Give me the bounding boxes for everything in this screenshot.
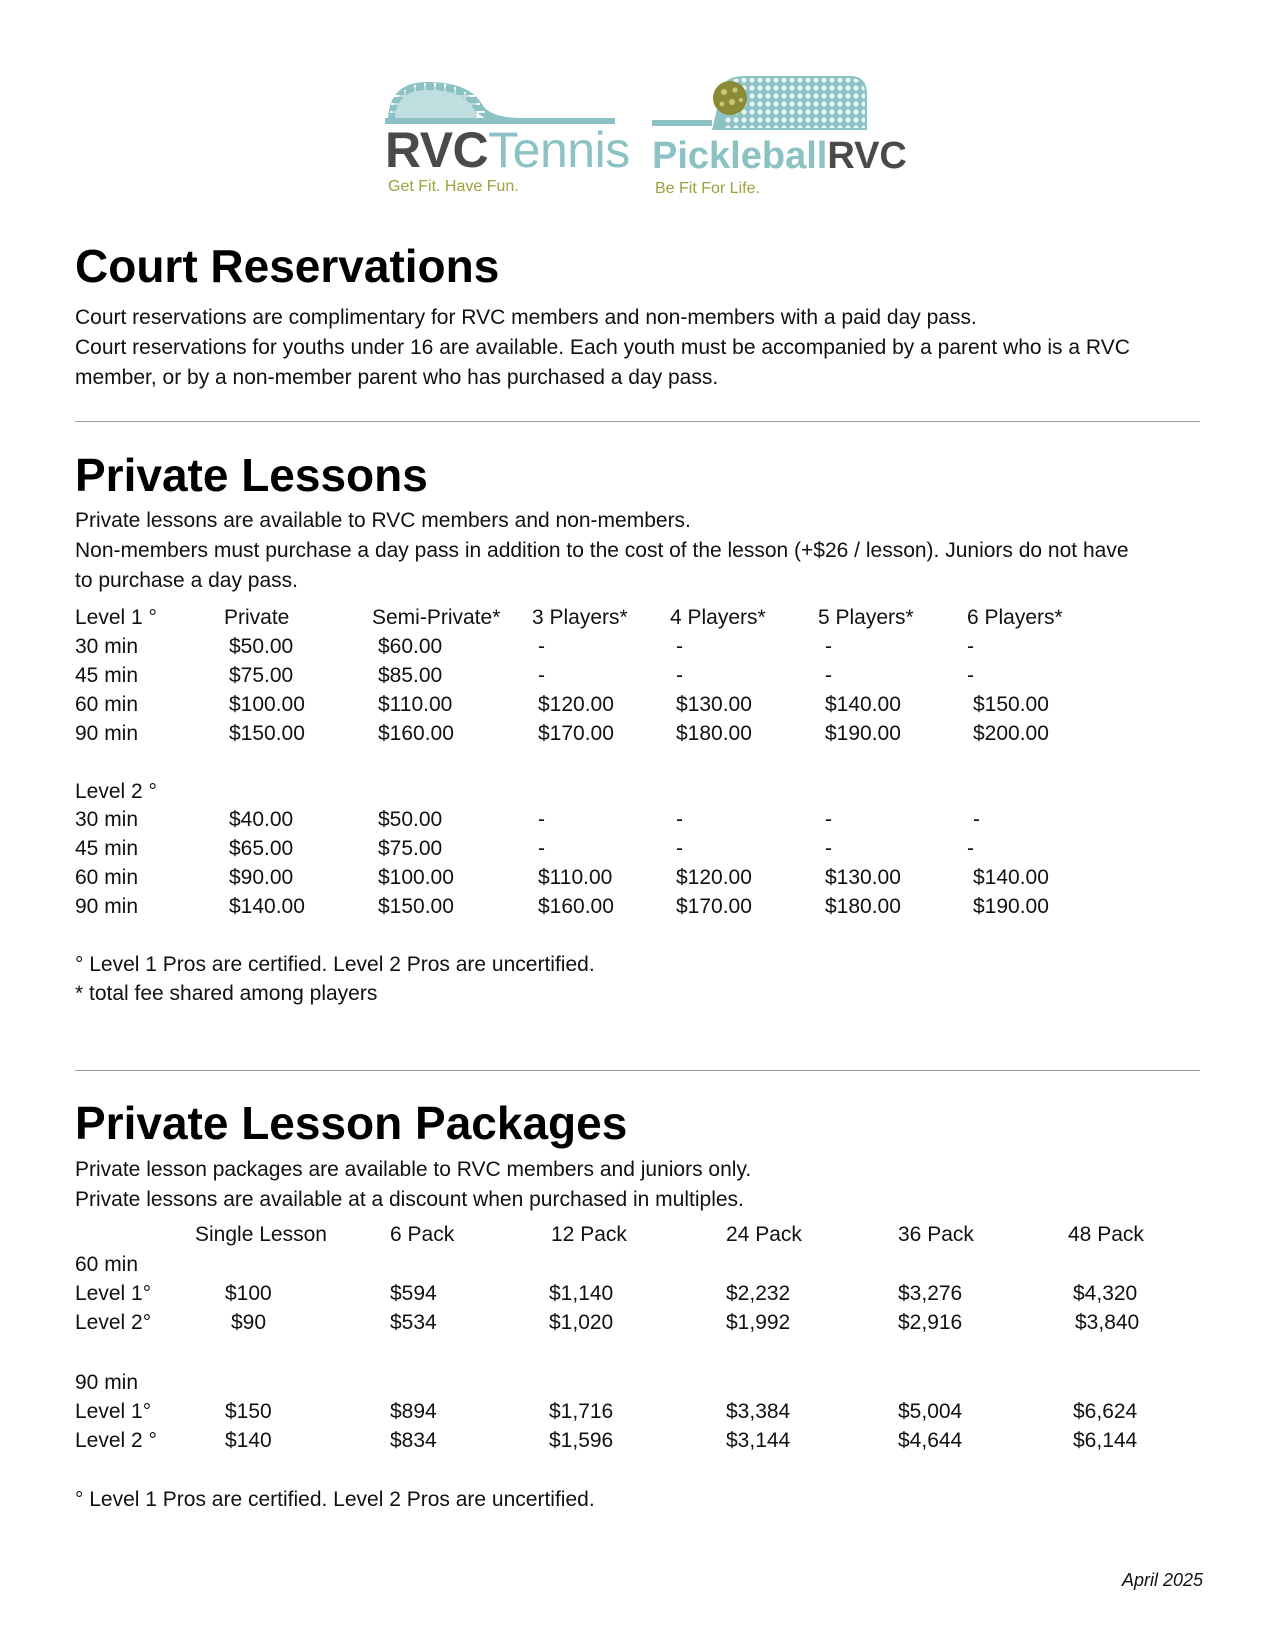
table-header-cell: 24 Pack: [726, 1223, 802, 1246]
private-lessons-heading: Private Lessons: [75, 449, 428, 501]
table-cell: 45 min: [75, 837, 139, 860]
section-divider: [75, 1070, 1200, 1071]
table-cell: 45 min: [75, 664, 139, 687]
table-header-cell: 6 Players*: [967, 606, 1063, 629]
tennis-racket-icon: [385, 76, 625, 126]
table-cell: $150.00: [973, 693, 1049, 716]
table-cell: $6,624: [1073, 1400, 1138, 1423]
table-cell: $180.00: [676, 722, 752, 745]
table-cell: $1,716: [549, 1400, 614, 1423]
table-cell: $170.00: [676, 895, 752, 918]
table-header-cell: 36 Pack: [898, 1223, 974, 1246]
table-cell: -: [676, 808, 683, 831]
table-header-cell: 4 Players*: [670, 606, 766, 629]
table-cell: $894: [390, 1400, 437, 1423]
table-cell: $65.00: [229, 837, 294, 860]
table-header-cell: 12 Pack: [551, 1223, 627, 1246]
table-cell: -: [676, 635, 683, 658]
pickleball-rvc-wordmark: PickleballRVC: [652, 135, 907, 177]
rvc-tennis-wordmark: RVCTennis: [385, 122, 630, 178]
pickleball-rvc-logo: [652, 76, 907, 197]
table-cell: $594: [390, 1282, 437, 1305]
court-reservations-line: Court reservations are complimentary for RVC members and non-members with a paid day pass.: [75, 306, 977, 329]
table-cell: $534: [390, 1311, 437, 1334]
logo-header: [0, 76, 1275, 206]
court-reservations-text: [75, 303, 1205, 393]
packages-line: Private lesson packages are available to RVC members and juniors only.: [75, 1158, 752, 1181]
table-group-label: 90 min: [75, 1371, 139, 1394]
table-cell: -: [538, 664, 545, 687]
pickleball-rvc-tagline: Be Fit For Life.: [655, 180, 760, 197]
table-cell: $60.00: [378, 635, 443, 658]
table-cell: $3,276: [898, 1282, 963, 1305]
private-lessons-line: Private lessons are available to RVC members and non-members.: [75, 509, 691, 532]
table-cell: $75.00: [229, 664, 294, 687]
table-cell: 60 min: [75, 693, 139, 716]
table-cell: -: [967, 837, 974, 860]
table-cell: -: [825, 664, 832, 687]
table-cell: $40.00: [229, 808, 294, 831]
table-group-label: Level 2 °: [75, 780, 157, 803]
table-cell: $120.00: [676, 866, 752, 889]
table-cell: 60 min: [75, 866, 139, 889]
table-cell: $190.00: [825, 722, 901, 745]
table-cell: $110.00: [378, 693, 453, 716]
table-cell: $2,916: [898, 1311, 963, 1334]
table-cell: 90 min: [75, 722, 139, 745]
table-cell: $4,320: [1073, 1282, 1138, 1305]
table-cell: -: [825, 808, 832, 831]
table-cell: $85.00: [378, 664, 443, 687]
rvc-tennis-tagline: Get Fit. Have Fun.: [388, 178, 519, 195]
table-header-cell: Private: [224, 606, 290, 629]
table-cell: $130.00: [825, 866, 901, 889]
table-cell: $1,992: [726, 1311, 791, 1334]
table-header-cell: 6 Pack: [390, 1223, 455, 1246]
footer-date: April 2025: [1121, 1570, 1203, 1590]
table-cell: $150.00: [378, 895, 454, 918]
table-cell: $90: [231, 1311, 267, 1334]
table-cell: $130.00: [676, 693, 752, 716]
table-cell: -: [538, 837, 545, 860]
table-cell: $100.00: [229, 693, 305, 716]
table-cell: -: [676, 837, 683, 860]
table-cell: $100.00: [378, 866, 454, 889]
table-cell: -: [967, 664, 974, 687]
table-cell: $140.00: [825, 693, 901, 716]
rvc-tennis-logo: [385, 76, 630, 196]
table-cell: $160.00: [538, 895, 614, 918]
private-lessons-footnote: ° Level 1 Pros are certified. Level 2 Pros are uncertified.: [75, 953, 595, 976]
table-cell: $140: [225, 1429, 272, 1452]
table-cell: $3,840: [1075, 1311, 1140, 1334]
table-cell: $140.00: [229, 895, 305, 918]
table-header-cell: 5 Players*: [818, 606, 914, 629]
section-divider: [75, 421, 1200, 422]
table-cell: $180.00: [825, 895, 901, 918]
table-cell: Level 1°: [75, 1282, 152, 1305]
table-cell: $1,140: [549, 1282, 614, 1305]
table-cell: Level 2°: [75, 1311, 152, 1334]
table-cell: $3,384: [726, 1400, 791, 1423]
table-cell: $120.00: [538, 693, 614, 716]
table-header-cell: 48 Pack: [1068, 1223, 1144, 1246]
packages-footnote: ° Level 1 Pros are certified. Level 2 Pros are uncertified.: [75, 1488, 595, 1511]
table-cell: $3,144: [726, 1429, 791, 1452]
table-header-cell: 3 Players*: [532, 606, 628, 629]
table-cell: 90 min: [75, 895, 139, 918]
table-cell: 30 min: [75, 808, 139, 831]
table-cell: $170.00: [538, 722, 614, 745]
pickleball-paddle-icon: [652, 76, 892, 136]
court-reservations-heading: Court Reservations: [75, 240, 500, 292]
table-cell: $1,596: [549, 1429, 614, 1452]
table-cell: Level 2 °: [75, 1429, 157, 1452]
table-cell: $4,644: [898, 1429, 963, 1452]
packages-heading: Private Lesson Packages: [75, 1097, 628, 1149]
table-cell: $75.00: [378, 837, 443, 860]
table-cell: $200.00: [973, 722, 1049, 745]
table-cell: $834: [390, 1429, 437, 1452]
table-cell: $140.00: [973, 866, 1049, 889]
private-lessons-line: to purchase a day pass.: [75, 569, 298, 592]
table-cell: $160.00: [378, 722, 454, 745]
table-group-label: 60 min: [75, 1253, 139, 1276]
court-reservations-line: member, or by a non-member parent who has purchased a day pass.: [75, 366, 719, 389]
private-lessons-footnote: * total fee shared among players: [75, 982, 378, 1005]
table-cell: $50.00: [229, 635, 294, 658]
table-cell: -: [825, 837, 832, 860]
private-lessons-line: Non-members must purchase a day pass in addition to the cost of the lesson (+$26 / lesson). Juniors do not have: [75, 539, 1129, 562]
table-cell: $1,020: [549, 1311, 614, 1334]
table-cell: $190.00: [973, 895, 1049, 918]
table-header-cell: Single Lesson: [195, 1223, 327, 1246]
court-reservations-line: Court reservations for youths under 16 are available. Each youth must be accompanied by a parent who is a RVC: [75, 336, 1130, 359]
table-cell: -: [676, 664, 683, 687]
table-cell: $2,232: [726, 1282, 791, 1305]
table-header-cell: Level 1 °: [75, 606, 157, 629]
table-cell: $100: [225, 1282, 272, 1305]
table-cell: -: [825, 635, 832, 658]
table-cell: $5,004: [898, 1400, 963, 1423]
table-cell: $110.00: [538, 866, 613, 889]
table-cell: $6,144: [1073, 1429, 1138, 1452]
table-cell: $150.00: [229, 722, 305, 745]
table-cell: 30 min: [75, 635, 139, 658]
table-cell: Level 1°: [75, 1400, 152, 1423]
table-cell: -: [973, 808, 980, 831]
table-cell: $50.00: [378, 808, 443, 831]
table-cell: -: [967, 635, 974, 658]
table-cell: $90.00: [229, 866, 294, 889]
table-cell: -: [538, 635, 545, 658]
table-cell: -: [538, 808, 545, 831]
table-header-cell: Semi-Private*: [372, 606, 501, 629]
packages-text: [75, 1155, 1205, 1215]
packages-line: Private lessons are available at a discount when purchased in multiples.: [75, 1188, 744, 1211]
private-lessons-text: [75, 506, 1205, 596]
table-cell: $150: [225, 1400, 272, 1423]
